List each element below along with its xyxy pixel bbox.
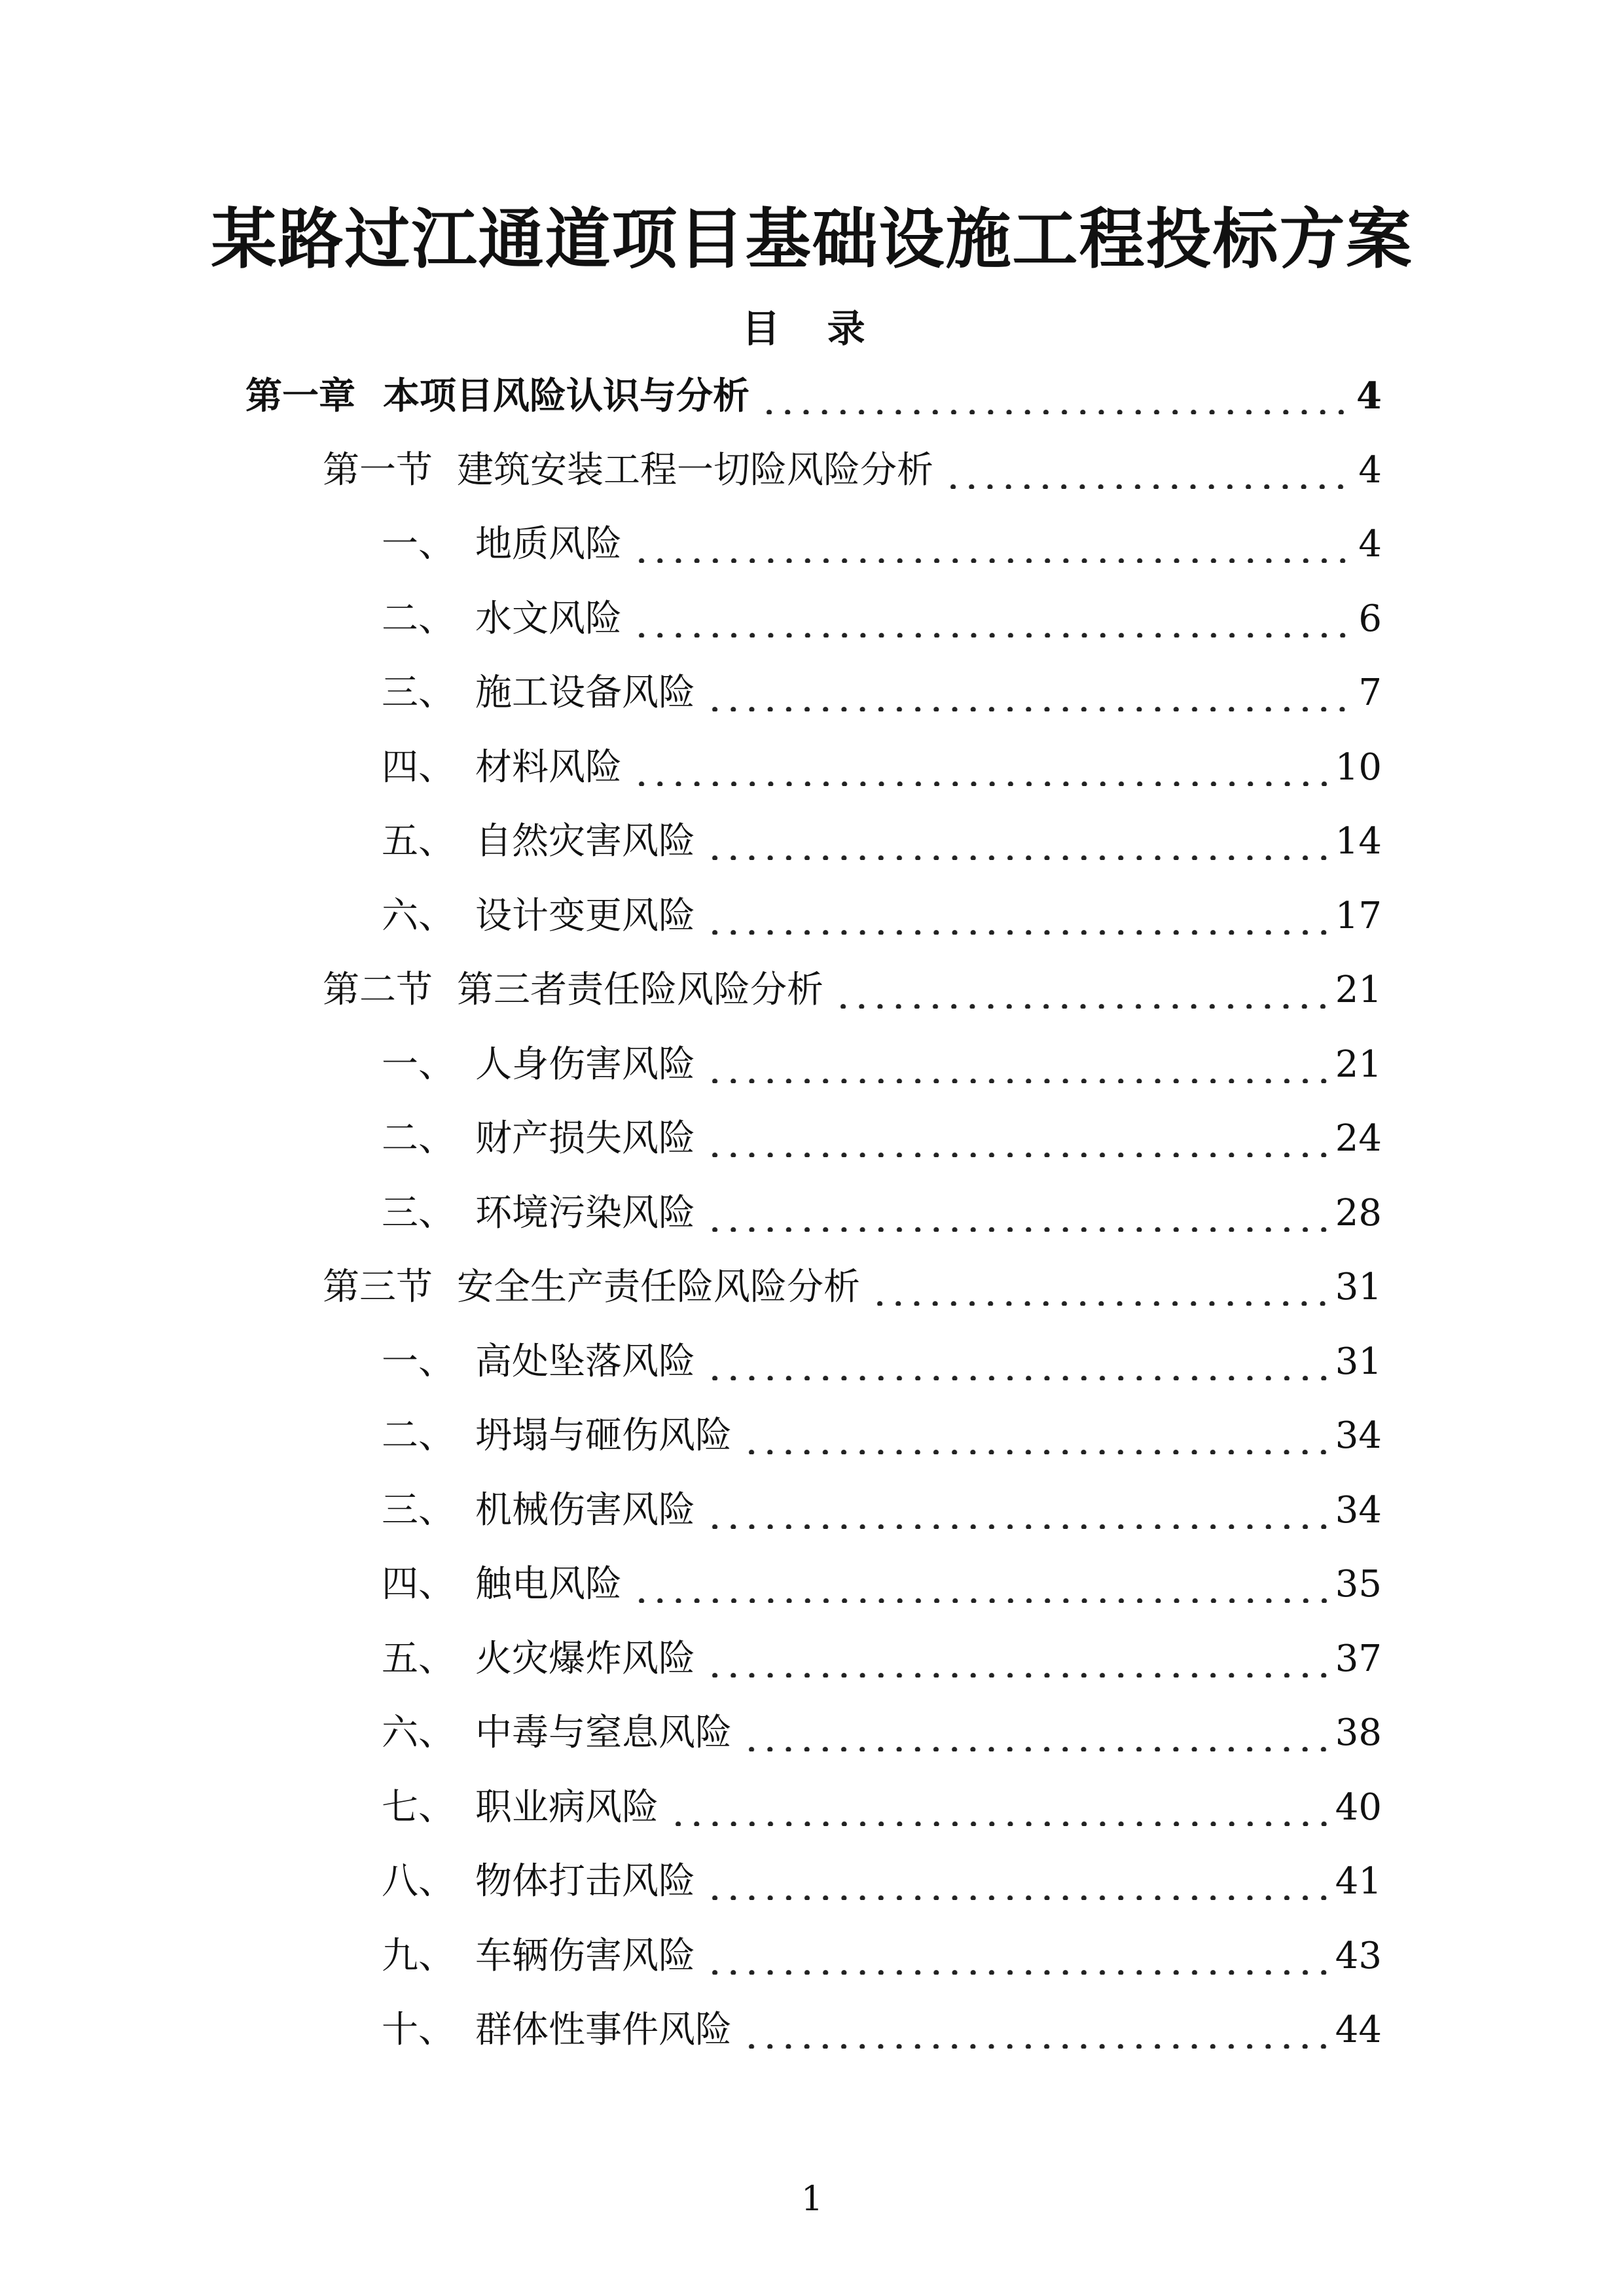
toc-dot-leader [706, 1863, 1329, 1900]
toc-entry[interactable] [382, 593, 1382, 645]
toc-entry-page: 10 [1335, 745, 1382, 789]
toc-entry-page: 38 [1335, 1712, 1382, 1754]
toc-entry[interactable] [245, 370, 1382, 422]
toc-entry-page: 4 [1356, 374, 1382, 418]
toc-entry-label: 水文风险 [475, 597, 622, 640]
toc-entry-number: 第三节 [323, 1266, 433, 1308]
toc-dot-leader [706, 1492, 1329, 1529]
toc-entry[interactable] [382, 816, 1382, 868]
toc-entry-number: 六、 [382, 1712, 455, 1754]
toc-entry-label: 火灾爆炸风险 [475, 1637, 695, 1680]
toc-entry-label: 触电风险 [475, 1563, 622, 1605]
toc-entry[interactable] [382, 1113, 1382, 1165]
document-title: 某路过江通道项目基础设施工程投标方案 [211, 200, 1413, 278]
toc-dot-leader [706, 1195, 1329, 1232]
toc-entry-page: 37 [1335, 1637, 1382, 1680]
toc-entry-page: 34 [1335, 1414, 1382, 1457]
toc-entry-page: 14 [1335, 820, 1382, 863]
toc-entry-label: 物体打击风险 [475, 1860, 695, 1903]
toc-entry-number: 六、 [382, 894, 455, 937]
toc-entry-page: 31 [1335, 1266, 1382, 1308]
toc-entry[interactable] [382, 667, 1382, 719]
toc-entry-page: 40 [1335, 1785, 1382, 1829]
toc-entry-page: 35 [1335, 1563, 1382, 1605]
toc-heading: 目 录 [742, 306, 882, 351]
toc-entry-label: 群体性事件风险 [475, 2009, 732, 2051]
toc-entry-number: 第一节 [323, 448, 433, 492]
toc-entry-page: 43 [1335, 1934, 1382, 1977]
toc-entry-label: 材料风险 [475, 745, 622, 789]
toc-entry[interactable] [382, 1410, 1382, 1462]
toc-entry-label: 中毒与窒息风险 [475, 1712, 732, 1754]
toc-dot-leader [632, 1566, 1329, 1603]
toc-entry-label: 本项目风险认识与分析 [383, 374, 749, 418]
toc-entry-page: 6 [1358, 597, 1382, 640]
toc-entry-page: 17 [1335, 894, 1382, 937]
toc-entry-number: 五、 [382, 820, 455, 863]
toc-dot-leader [742, 2012, 1329, 2049]
toc-entry-number: 二、 [382, 1414, 455, 1457]
toc-entry-number: 四、 [382, 1563, 455, 1605]
toc-dot-leader [706, 1047, 1329, 1083]
page-number: 1 [801, 2179, 823, 2219]
toc-entry[interactable] [382, 2004, 1382, 2056]
toc-dot-leader [706, 1344, 1329, 1380]
toc-entry-number: 一、 [382, 1340, 455, 1383]
toc-entry[interactable] [382, 1707, 1382, 1759]
toc-entry-page: 21 [1335, 969, 1382, 1011]
toc-dot-leader [944, 452, 1352, 489]
toc-entry-label: 车辆伤害风险 [475, 1934, 695, 1977]
toc-entry-number: 一、 [382, 523, 455, 565]
toc-entry-label: 第三者责任险风险分析 [457, 969, 823, 1011]
toc-entry[interactable] [323, 964, 1382, 1016]
toc-dot-leader [706, 1121, 1329, 1157]
toc-entry-label: 职业病风险 [475, 1785, 659, 1829]
toc-entry-number: 八、 [382, 1860, 455, 1903]
toc-dot-leader [632, 526, 1352, 563]
toc-entry[interactable] [382, 1558, 1382, 1611]
toc-entry-label: 地质风险 [475, 523, 622, 565]
toc-entry-number: 二、 [382, 597, 455, 640]
toc-entry-number: 第一章 [245, 374, 355, 418]
toc-entry-page: 7 [1358, 672, 1382, 714]
toc-entry[interactable] [382, 742, 1382, 794]
toc-entry-page: 41 [1335, 1860, 1382, 1903]
toc-entry-label: 机械伤害风险 [475, 1488, 695, 1532]
toc-entry[interactable] [382, 1782, 1382, 1834]
toc-dot-leader [742, 1715, 1329, 1751]
toc-entry[interactable] [382, 1336, 1382, 1388]
toc-entry-number: 四、 [382, 745, 455, 789]
toc-entry-number: 三、 [382, 1191, 455, 1234]
toc-entry-page: 21 [1335, 1043, 1382, 1086]
toc-dot-leader [632, 601, 1352, 637]
toc-entry[interactable] [382, 518, 1382, 571]
toc-entry-label: 坍塌与砸伤风险 [475, 1414, 732, 1457]
toc-entry[interactable] [382, 1039, 1382, 1091]
toc-entry-label: 设计变更风险 [475, 894, 695, 937]
toc-entry-number: 五、 [382, 1637, 455, 1680]
toc-entry[interactable] [382, 1484, 1382, 1537]
toc-dot-leader [706, 898, 1329, 935]
toc-entry-number: 三、 [382, 672, 455, 714]
toc-entry[interactable] [382, 1930, 1382, 1982]
toc-entry-label: 建筑安装工程一切险风险分析 [457, 448, 933, 492]
toc-entry-number: 九、 [382, 1934, 455, 1977]
toc-entry[interactable] [323, 444, 1382, 497]
toc-dot-leader [632, 749, 1329, 786]
toc-dot-leader [760, 378, 1350, 414]
toc-entry-label: 环境污染风险 [475, 1191, 695, 1234]
toc-dot-leader [706, 823, 1329, 860]
toc-dot-leader [669, 1789, 1329, 1826]
toc-entry-label: 自然灾害风险 [475, 820, 695, 863]
toc-entry-number: 十、 [382, 2009, 455, 2051]
toc-dot-leader [706, 1938, 1329, 1975]
toc-entry-page: 28 [1335, 1191, 1382, 1234]
toc-dot-leader [742, 1418, 1329, 1454]
toc-entry-number: 二、 [382, 1117, 455, 1160]
toc-entry-page: 34 [1335, 1488, 1382, 1532]
toc-dot-leader [706, 675, 1352, 711]
toc-entry-page: 4 [1358, 448, 1382, 492]
toc-entry-label: 人身伤害风险 [475, 1043, 695, 1086]
toc-dot-leader [706, 1641, 1329, 1677]
toc-entry[interactable] [382, 1187, 1382, 1240]
toc-entry-number: 一、 [382, 1043, 455, 1086]
toc-entry[interactable] [323, 1261, 1382, 1314]
toc-entry-label: 高处坠落风险 [475, 1340, 695, 1383]
toc-entry[interactable] [382, 890, 1382, 942]
toc-entry-label: 财产损失风险 [475, 1117, 695, 1160]
toc-entry[interactable] [382, 1856, 1382, 1908]
toc-entry-number: 第二节 [323, 969, 433, 1011]
toc-dot-leader [871, 1269, 1329, 1306]
toc-entry-number: 三、 [382, 1488, 455, 1532]
toc-entry-page: 24 [1335, 1117, 1382, 1160]
toc-entry-page: 31 [1335, 1340, 1382, 1383]
toc-entry-page: 4 [1358, 523, 1382, 565]
toc-entry-label: 安全生产责任险风险分析 [457, 1266, 860, 1308]
toc-entry-page: 44 [1335, 2009, 1382, 2051]
toc-entry-label: 施工设备风险 [475, 672, 695, 714]
toc-entry-number: 七、 [382, 1785, 455, 1829]
toc-dot-leader [834, 972, 1329, 1009]
toc-entry[interactable] [382, 1633, 1382, 1685]
